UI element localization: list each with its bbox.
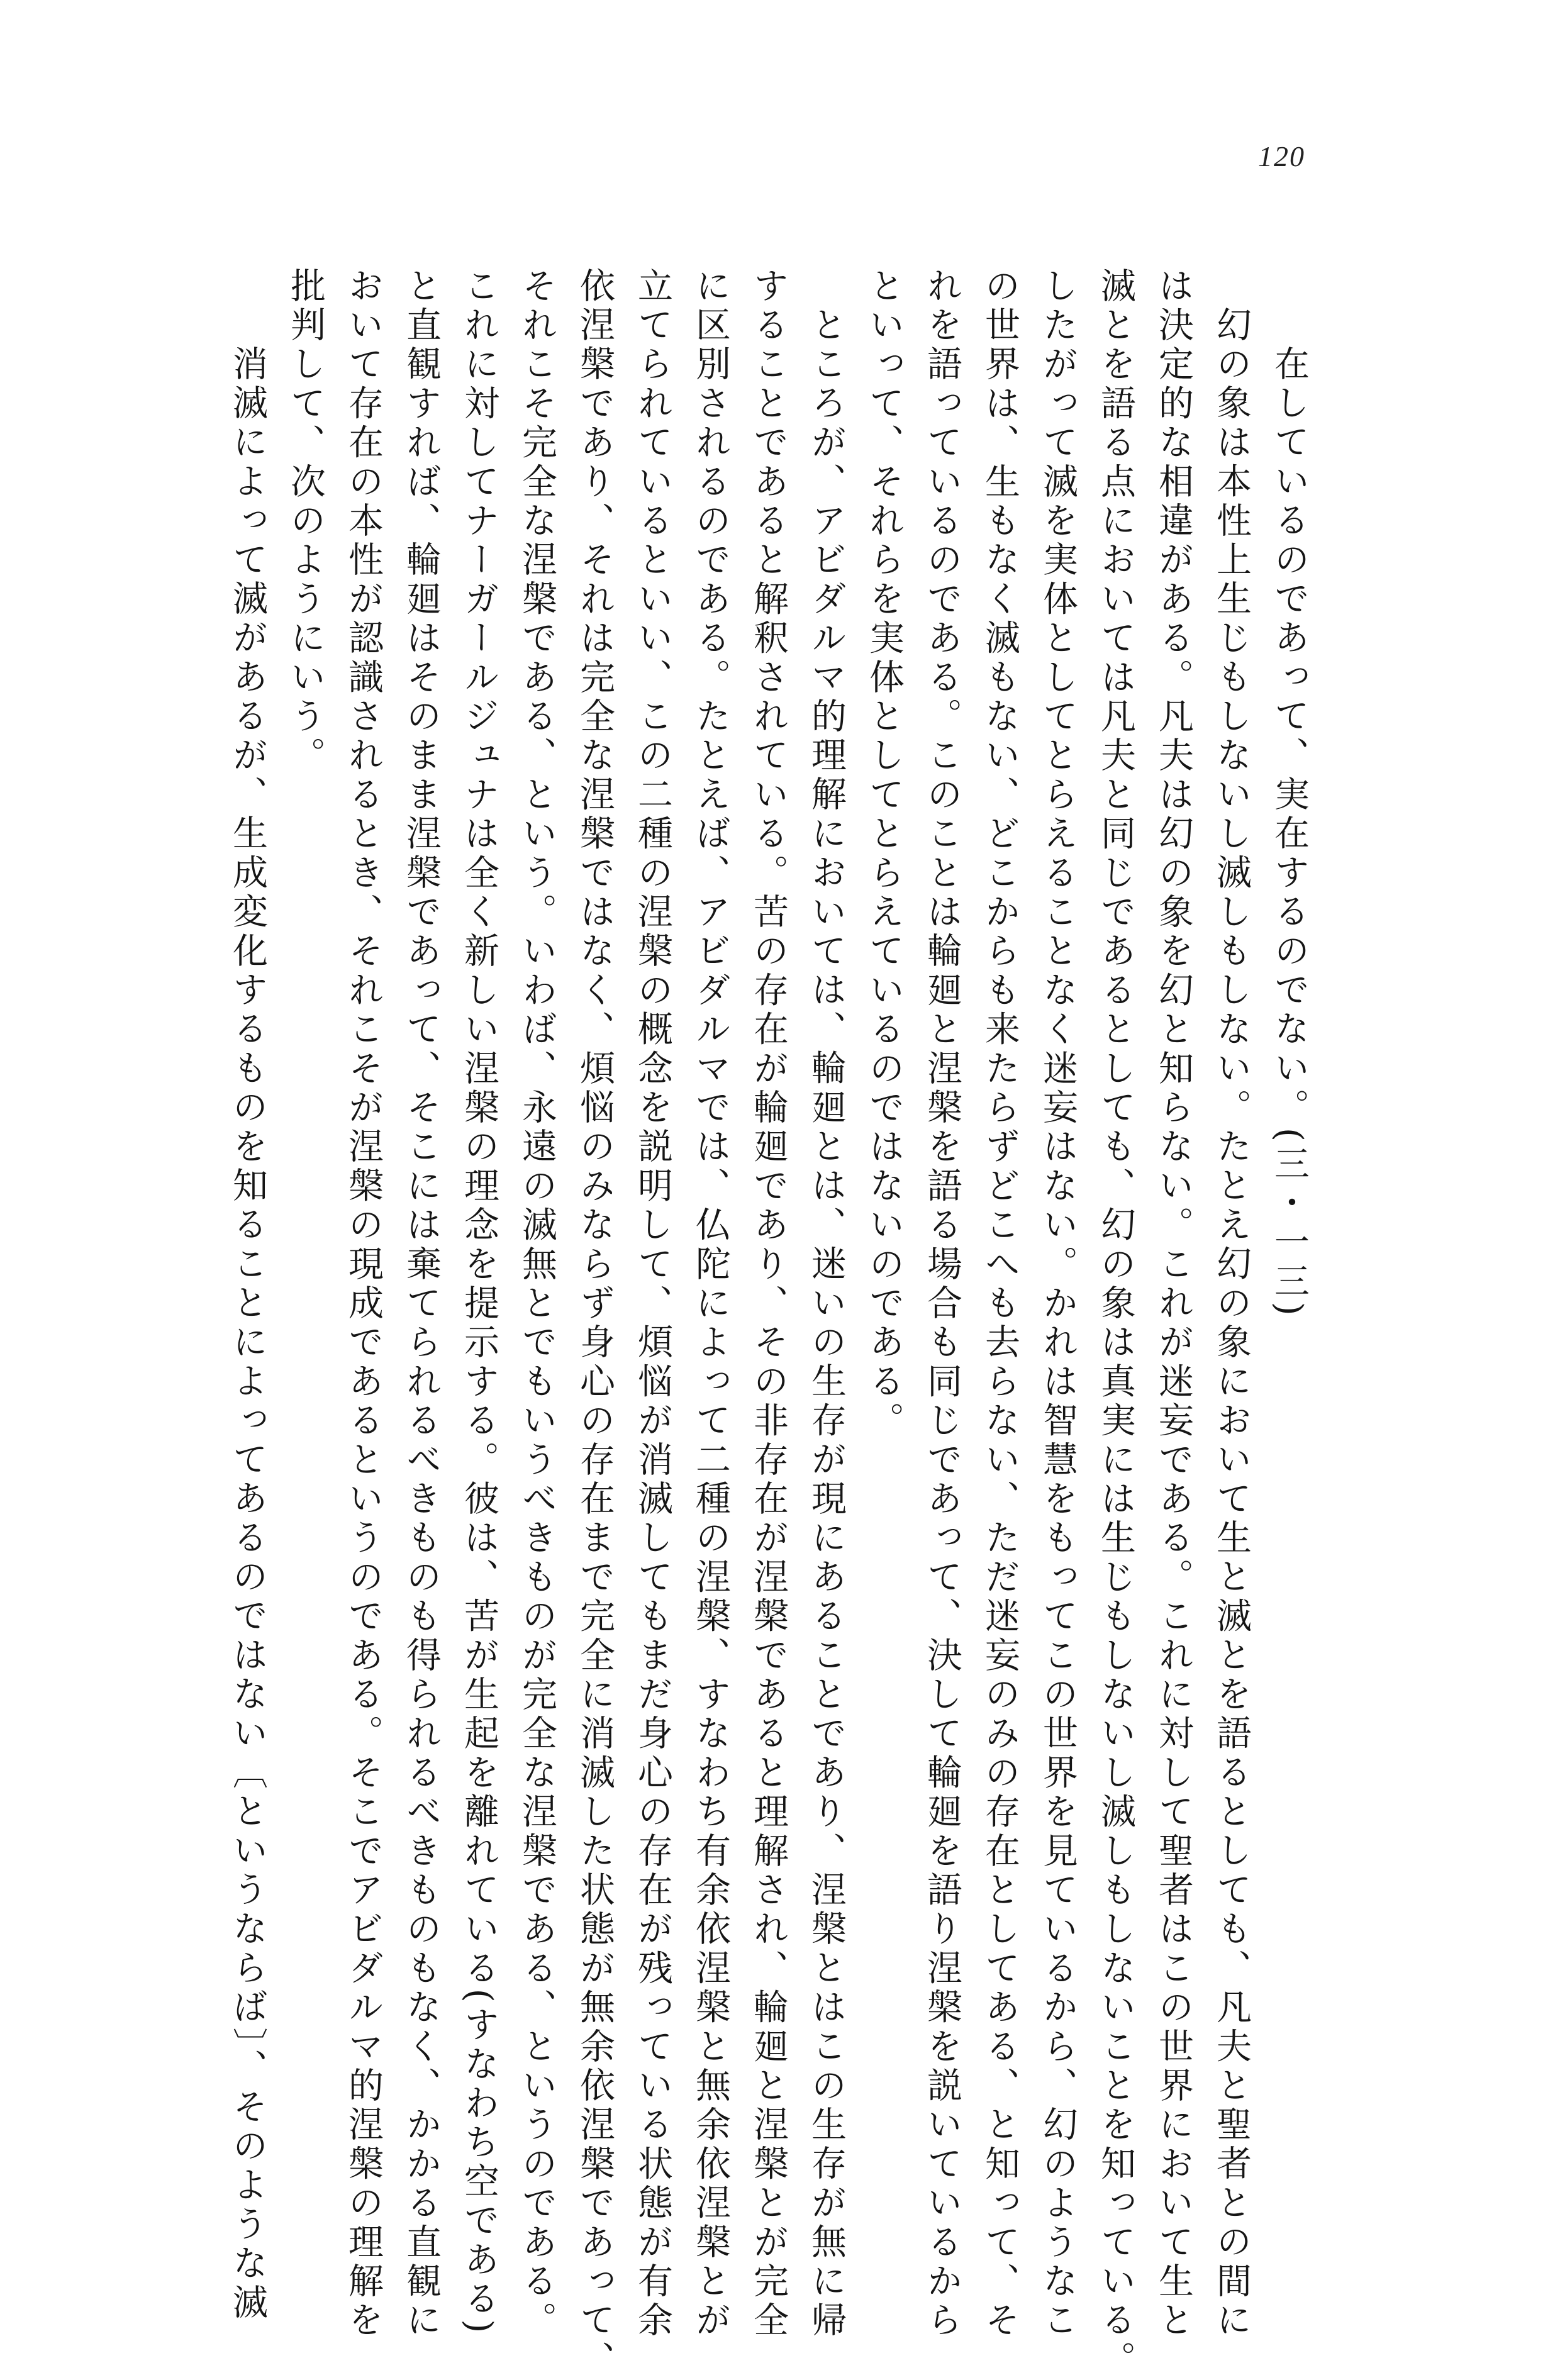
text-line: の世界は、生もなく滅もない、どこからも来たらずどこへも去らない、ただ迷妄のみの存在としてある、と知って、そ bbox=[979, 267, 1020, 2341]
text-line: に区別されるのである。たとえば、アビダルマでは、仏陀によって二種の涅槃、すなわち有余依涅槃と無余依涅槃とが bbox=[690, 267, 731, 2341]
text-line: は決定的な相違がある。凡夫は幻の象を幻と知らない。これが迷妄である。これに対して聖者はこの世界において生と bbox=[1153, 267, 1194, 2341]
text-line: 依涅槃であり、それは完全な涅槃ではなく、煩悩のみならず身心の存在まで完全に消滅した状態が無余依涅槃であって、 bbox=[574, 267, 615, 2380]
text-line: 批判して、次のようにいう。 bbox=[285, 267, 326, 776]
page-number: 120 bbox=[1258, 140, 1305, 172]
text-line: 立てられているといい、この二種の涅槃の概念を説明して、煩悩が消滅してもまだ身心の存在が残っている状態が有余 bbox=[632, 267, 673, 2341]
text-line: といって、それらを実体としてとらえているのではないのである。 bbox=[864, 267, 905, 1441]
text-line: 滅とを語る点においては凡夫と同じであるとしても、幻の象は真実には生じもしないし滅しもしないことを知っている。 bbox=[1095, 267, 1136, 2380]
text-line: おいて存在の本性が認識されるとき、それこそが涅槃の現成であるというのである。そこでアビダルマ的涅槃の理解を bbox=[343, 267, 384, 2341]
text-line-quote-start: 消滅によって滅があるが、生成変化するものを知ることによってあるのではない〔というならば〕、そのような滅 bbox=[227, 345, 268, 2323]
text-line: と直観すれば、輪廻はそのまま涅槃であって、そこには棄てられるべきものも得られるべきものもなく、かかる直観に bbox=[401, 267, 442, 2341]
text-line: することであると解釈されている。苦の存在が輪廻であり、その非存在が涅槃であると理解され、輪廻と涅槃とが完全 bbox=[748, 267, 789, 2341]
text-line-quote-end: 在しているのであって、実在するのでない。(三・一三) bbox=[1269, 345, 1310, 1320]
text-line: したがって滅を実体としてとらえることなく迷妄はない。かれは智慧をもってこの世界を見ているから、幻のようなこ bbox=[1037, 267, 1078, 2341]
text-line-paragraph-start: ところが、アビダルマ的理解においては、輪廻とは、迷いの生存が現にあることであり、涅槃とはこの生存が無に帰 bbox=[806, 306, 847, 2341]
text-line-paragraph-start: 幻の象は本性上生じもしないし滅しもしない。たとえ幻の象において生と滅とを語るとしても、凡夫と聖者との間に bbox=[1211, 306, 1252, 2341]
text-line: それこそ完全な涅槃である、という。いわば、永遠の滅無とでもいうべきものが完全な涅槃である、というのである。 bbox=[516, 267, 557, 2341]
text-line: れを語っているのである。このことは輪廻と涅槃を語る場合も同じであって、決して輪廻を語り涅槃を説いているから bbox=[922, 267, 962, 2341]
vertical-text-body bbox=[227, 267, 1318, 2380]
text-line: これに対してナーガールジュナは全く新しい涅槃の理念を提示する。彼は、苦が生起を離れている(すなわち空である) bbox=[459, 267, 499, 2337]
